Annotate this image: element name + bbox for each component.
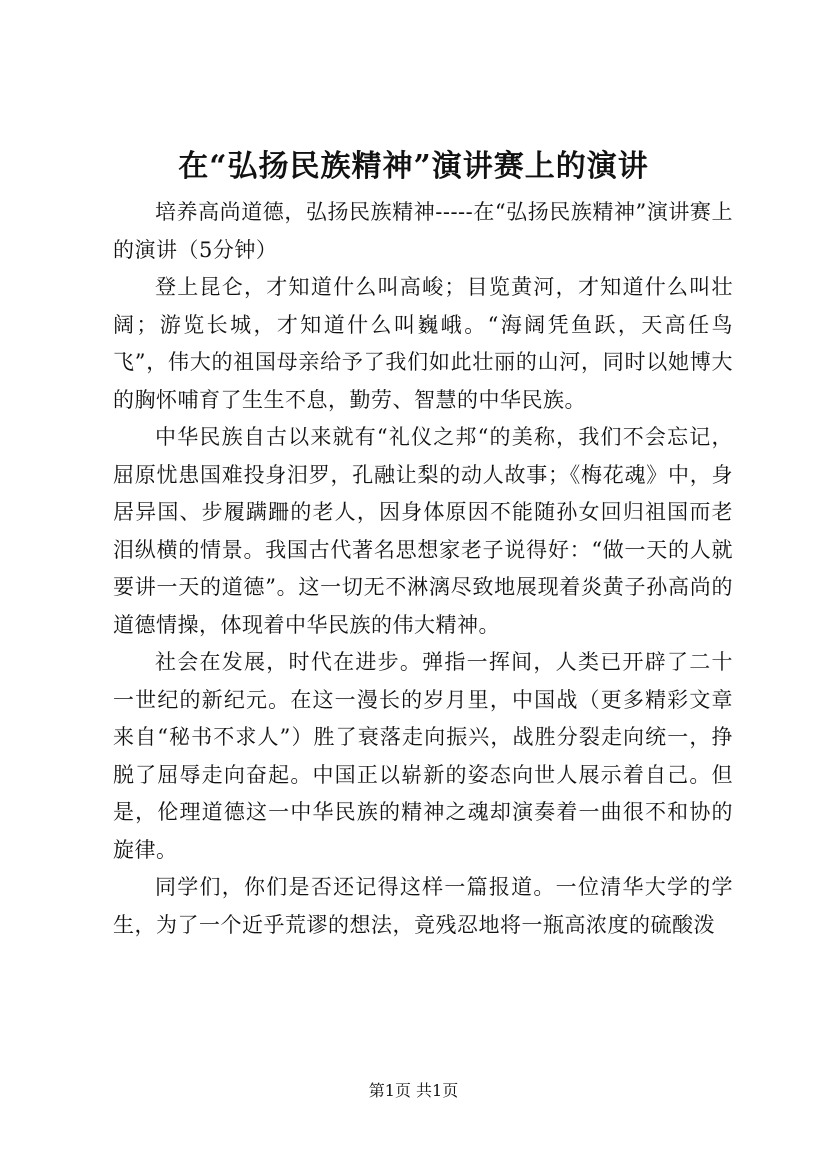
paragraph-1: 培养高尚道德，弘扬民族精神-----在“弘扬民族精神”演讲赛上的演讲（5分钟） xyxy=(113,200,733,262)
document-title: 在“弘扬民族精神”演讲赛上的演讲 xyxy=(178,149,649,184)
paragraph-4: 社会在发展，时代在进步。弹指一挥间，人类已开辟了二十一世纪的新纪元。在这一漫长的岁月里，中国战（更多精彩文章来自“秘书不求人”）胜了衰落走向振兴，战胜分裂走向统一，挣脱了屈辱走向奋起。中国正以崭新的姿态向世人展示着自己。但是，伦理道德这一中华民族的精神之魂却演奏着一曲很不和协的旋律。 xyxy=(113,650,733,862)
document-body xyxy=(113,194,733,944)
paragraph-2: 登上昆仑，才知道什么叫高峻；目览黄河，才知道什么叫壮阔；游览长城，才知道什么叫巍峨。“海阔凭鱼跃，天高任鸟飞”，伟大的祖国母亲给予了我们如此壮丽的山河，同时以她博大的胸怀哺育了生生不息，勤劳、智慧的中华民族。 xyxy=(113,275,733,412)
paragraph-3: 中华民族自古以来就有“礼仪之邦“的美称，我们不会忘记，屈原忧患国难投身汨罗，孔融让梨的动人故事；《梅花魂》中，身居异国、步履蹒跚的老人，因身体原因不能随孙女回归祖国而老泪纵横的情景。我国古代著名思想家老子说得好：“做一天的人就要讲一天的道德”。这一切无不淋漓尽致地展现着炎黄子孙高尚的道德情操，体现着中华民族的伟大精神。 xyxy=(113,425,733,637)
paragraph-5: 同学们，你们是否还记得这样一篇报道。一位清华大学的学生，为了一个近乎荒谬的想法，竟残忍地将一瓶高浓度的硫酸泼 xyxy=(113,875,733,937)
page-footer: 第1页 共1页 xyxy=(368,1081,459,1100)
